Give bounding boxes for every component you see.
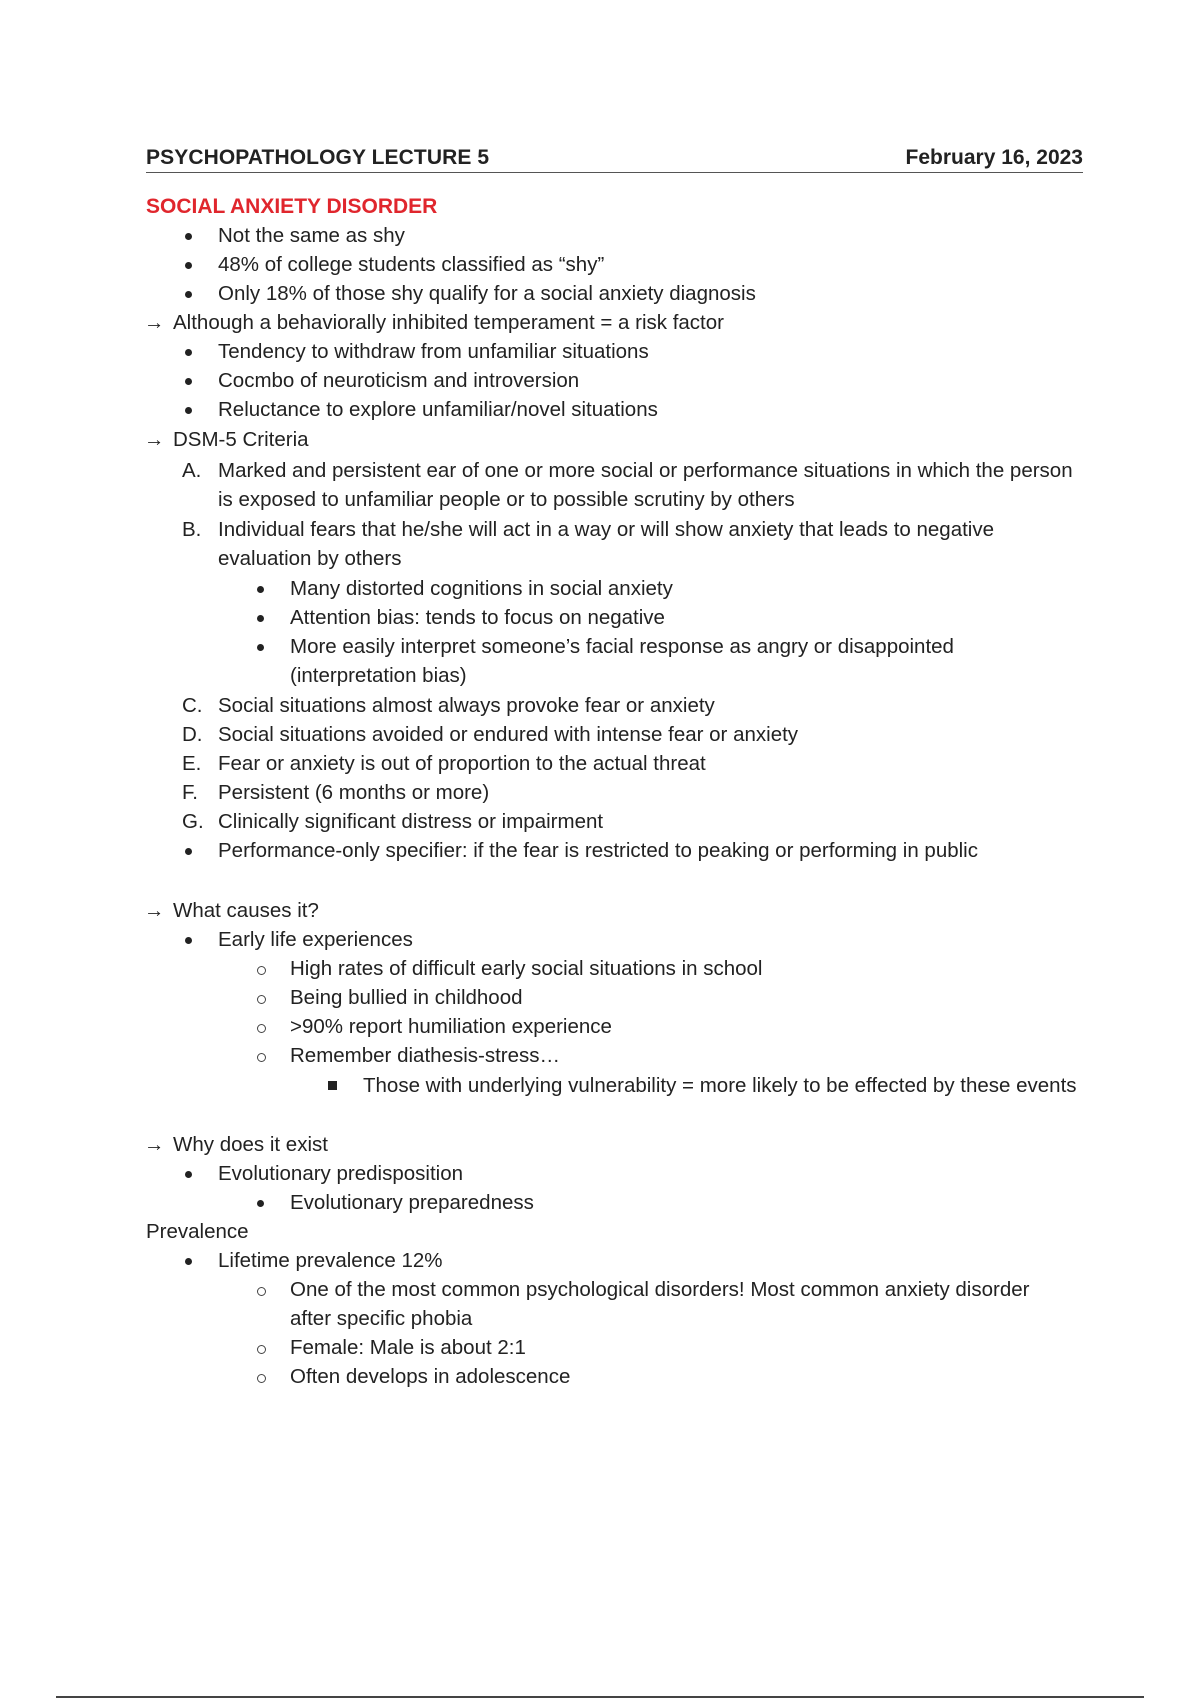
criterion-letter: C. — [182, 694, 203, 717]
bullet-icon — [185, 233, 192, 240]
hollow-bullet-icon — [257, 966, 266, 975]
list-item: Evolutionary predisposition — [218, 1162, 463, 1185]
list-item: Cocmbo of neuroticism and introversion — [218, 369, 580, 392]
list-item: Often develops in adolescence — [290, 1365, 571, 1388]
hollow-bullet-icon — [257, 1345, 266, 1354]
list-item: Attention bias: tends to focus on negative — [290, 606, 665, 629]
bullet-icon — [185, 378, 192, 385]
criterion-text: Marked and persistent ear of one or more social or performance situations in which the person is exposed to unfamiliar people or to possible scrutiny by others — [218, 459, 1073, 511]
hollow-bullet-icon — [257, 995, 266, 1004]
criterion-letter: E. — [182, 752, 202, 775]
footer-rule — [56, 1696, 1144, 1698]
criterion-letter: A. — [182, 459, 202, 482]
prevalence-heading: Prevalence — [146, 1220, 249, 1243]
criterion-letter: F. — [182, 781, 198, 804]
list-item: Those with underlying vulnerability = more likely to be effected by these events — [363, 1074, 1077, 1097]
list-item: >90% report humiliation experience — [290, 1015, 612, 1038]
why-heading: Why does it exist — [173, 1133, 328, 1156]
criterion-letter: B. — [182, 518, 202, 541]
bullet-icon — [257, 1200, 264, 1207]
hollow-bullet-icon — [257, 1053, 266, 1062]
list-item: Female: Male is about 2:1 — [290, 1336, 526, 1359]
criterion-letter: D. — [182, 723, 203, 746]
bullet-icon — [185, 937, 192, 944]
hollow-bullet-icon — [257, 1287, 266, 1296]
lecture-title: PSYCHOPATHOLOGY LECTURE 5 — [146, 146, 490, 169]
list-item: Tendency to withdraw from unfamiliar situations — [218, 340, 649, 363]
criterion-text: Fear or anxiety is out of proportion to the actual threat — [218, 752, 706, 775]
list-item: Early life experiences — [218, 928, 413, 951]
lecture-date: February 16, 2023 — [905, 146, 1083, 169]
list-item: Evolutionary preparedness — [290, 1191, 534, 1214]
arrow-icon: → — [144, 428, 165, 451]
list-item: One of the most common psychological disorders! Most common anxiety disorder after specific phobia — [290, 1278, 1030, 1330]
bullet-icon — [185, 1171, 192, 1178]
bullet-icon — [257, 644, 264, 651]
criterion-text: Individual fears that he/she will act in a way or will show anxiety that leads to negative evaluation by others — [218, 518, 994, 570]
list-item: Remember diathesis-stress… — [290, 1044, 560, 1067]
list-item: Many distorted cognitions in social anxiety — [290, 577, 673, 600]
bullet-icon — [185, 407, 192, 414]
hollow-bullet-icon — [257, 1374, 266, 1383]
page-header — [146, 146, 1083, 173]
list-item: Not the same as shy — [218, 224, 405, 247]
list-item: High rates of difficult early social situations in school — [290, 957, 763, 980]
list-item: Reluctance to explore unfamiliar/novel situations — [218, 398, 658, 421]
bullet-icon — [257, 586, 264, 593]
list-item: Only 18% of those shy qualify for a social anxiety diagnosis — [218, 282, 756, 305]
section-title: SOCIAL ANXIETY DISORDER — [146, 195, 438, 218]
bullet-icon — [185, 262, 192, 269]
list-item: Being bullied in childhood — [290, 986, 523, 1009]
square-bullet-icon — [328, 1081, 337, 1090]
bullet-icon — [185, 349, 192, 356]
bullet-icon — [185, 848, 192, 855]
dsm-heading: DSM-5 Criteria — [173, 428, 309, 451]
temperament-heading: Although a behaviorally inhibited temperament = a risk factor — [173, 311, 724, 334]
causes-heading: What causes it? — [173, 899, 319, 922]
arrow-icon: → — [144, 311, 165, 334]
hollow-bullet-icon — [257, 1024, 266, 1033]
criterion-text: Social situations almost always provoke fear or anxiety — [218, 694, 715, 717]
criterion-letter: G. — [182, 810, 204, 833]
arrow-icon: → — [144, 899, 165, 922]
arrow-icon: → — [144, 1133, 165, 1156]
list-item: Lifetime prevalence 12% — [218, 1249, 443, 1272]
bullet-icon — [185, 291, 192, 298]
bullet-icon — [185, 1258, 192, 1265]
list-item: More easily interpret someone’s facial response as angry or disappointed (interpretation bias) — [290, 635, 954, 687]
specifier-text: Performance-only specifier: if the fear is restricted to peaking or performing in public — [218, 839, 978, 862]
bullet-icon — [257, 615, 264, 622]
criterion-text: Social situations avoided or endured with intense fear or anxiety — [218, 723, 799, 746]
criterion-text: Persistent (6 months or more) — [218, 781, 490, 804]
criterion-text: Clinically significant distress or impairment — [218, 810, 604, 833]
list-item: 48% of college students classified as “shy” — [218, 253, 605, 276]
